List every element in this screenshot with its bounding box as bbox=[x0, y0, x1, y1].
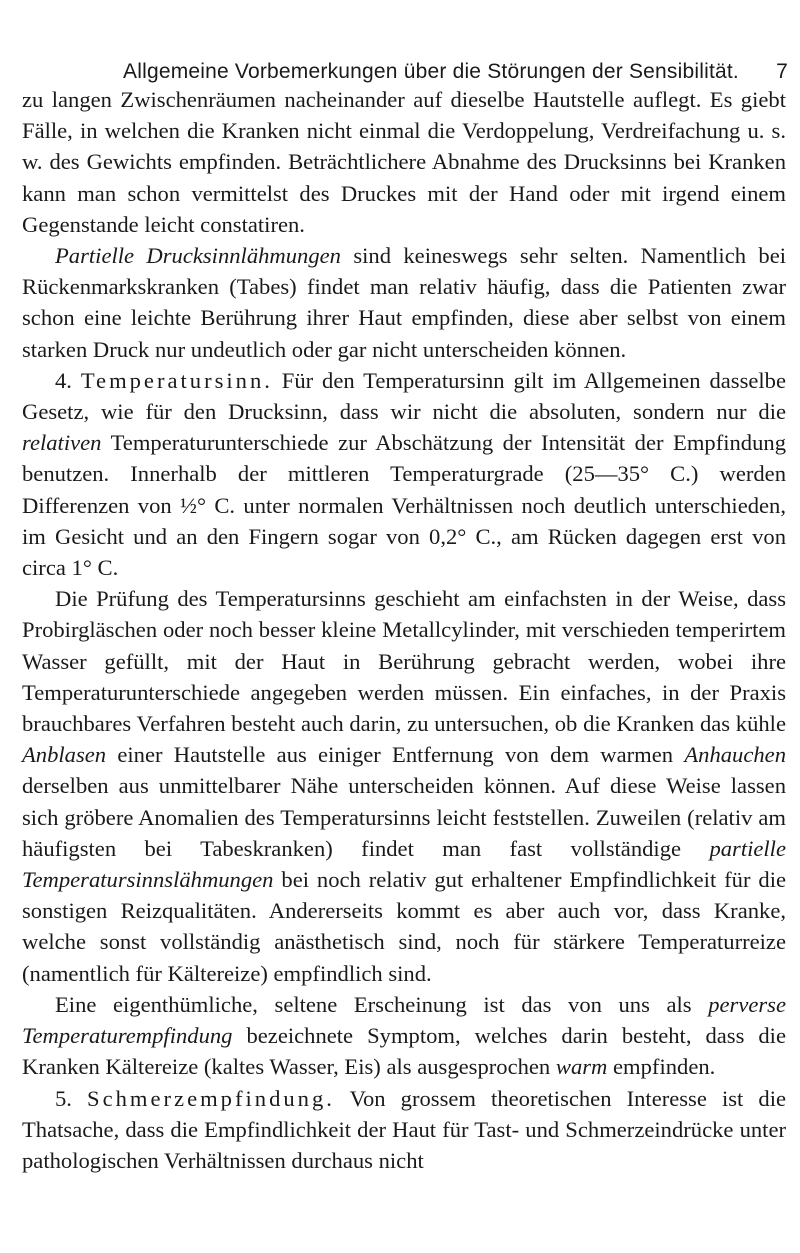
text-segment: bezeichnete Symptom, welches darin besteht, dass die Kranken Kältereize (kaltes Wasser, Eis) als ausgesprochen bbox=[22, 1023, 786, 1080]
paragraph-perverse-sensation bbox=[22, 989, 786, 1083]
italic-term: Anblasen bbox=[22, 742, 107, 768]
section-heading: Temperatursinn. bbox=[80, 367, 273, 393]
text-segment: empfinden. bbox=[607, 1054, 716, 1080]
italic-term: partielle Temperatursinnslähmungen bbox=[22, 835, 786, 893]
text-segment: Die Prüfung des Temperatursinns geschieht am einfachsten in der Weise, dass Probirgläschen oder noch besser kleine Metallcylinder, mit verschieden temperirtem Wasser gefüllt, mit der Haut in Berührung gebracht werden, wobei ihre Temperaturunterschiede angegeben werden müssen. Ein einfaches, in der Praxis brauchbares Verfahren besteht auch darin, zu untersuchen, ob die Kranken das kühle bbox=[22, 586, 786, 737]
text-segment: derselben aus unmittelbarer Nähe unterscheiden können. Auf diese Weise lassen sich gröbere Anomalien des Temperatursinns leicht feststellen. Zuweilen (relativ am häufigsten bei Tabeskranken) findet man fast vollständige bbox=[22, 773, 786, 861]
text-segment: bei noch relativ gut erhaltener Empfindlichkeit für die sonstigen Reizqualitäten. Andererseits kommt es aber auch vor, dass Kranke, welche sonst vollständig anästhetisch sind, noch für stärkere Temperaturreize (namentlich für Kältereize) empfindlich sind. bbox=[22, 867, 786, 986]
text-segment: Eine eigenthümliche, seltene Erscheinung ist das von uns als bbox=[55, 991, 709, 1017]
text-segment: einer Hautstelle aus einiger Entfernung von dem warmen bbox=[106, 742, 685, 768]
italic-term: Anhauchen bbox=[684, 742, 786, 768]
section-heading: Schmerzempfindung. bbox=[87, 1085, 335, 1111]
text-segment: sind keineswegs sehr selten. Namentlich bei Rückenmarkskranken (Tabes) findet man relativ häufig, dass die Patienten zwar schon eine leichte Berührung ihrer Haut empfinden, diese aber selbst von einem starken Druck nur undeutlich oder gar nicht unterscheiden können. bbox=[22, 243, 787, 362]
body-text bbox=[22, 84, 786, 1176]
italic-term: Partielle Drucksinnlähmungen bbox=[55, 243, 341, 269]
text-segment: Von grossem theoretischen Interesse ist die Thatsache, dass die Empfindlichkeit der Haut für Tast- und Schmerzeindrücke unter pathologischen Verhältnissen durchaus nicht bbox=[22, 1085, 786, 1173]
text-segment: Für den Temperatursinn gilt im Allgemeinen dasselbe Gesetz, wie für den Drucksinn, dass wir nicht die absoluten, sondern nur die bbox=[22, 367, 787, 425]
paragraph-temperature-sense bbox=[22, 365, 786, 583]
page-number: 7 bbox=[776, 60, 788, 83]
italic-term: warm bbox=[555, 1054, 608, 1080]
text-segment: Temperaturunterschiede zur Abschätzung der Intensität der Empfindung benutzen. Innerhalb der mittleren Temperaturgrade (25—35° C.) werden Differenzen von ½° C. unter normalen Verhältnissen noch deutlich unterschieden, im Gesicht und an den Fingern sogar von 0,2° C., am Rücken dagegen erst von circa 1° C. bbox=[22, 430, 786, 581]
paragraph-continuation bbox=[22, 84, 786, 240]
paragraph-temperature-testing bbox=[22, 583, 786, 989]
italic-term: perverse Temperaturempfindung bbox=[22, 991, 786, 1049]
book-page bbox=[22, 0, 788, 1253]
italic-term: relativen bbox=[22, 430, 102, 456]
section-number: 4. bbox=[55, 367, 81, 393]
paragraph-partial-pressure-paralysis bbox=[22, 240, 786, 365]
text-segment: zu langen Zwischenräumen nacheinander auf dieselbe Hautstelle auflegt. Es giebt Fälle, in welchen die Kranken nicht einmal die Verdoppelung, Verdreifachung u. s. w. des Gewichts empfinden. Beträchtlichere Abnahme des Drucksinns bei Kranken kann man schon vermittelst des Druckes mit der Hand oder mit irgend einem Gegenstande leicht constatiren. bbox=[22, 87, 786, 237]
running-head bbox=[22, 0, 788, 83]
section-number: 5. bbox=[55, 1085, 88, 1111]
paragraph-pain-sensation bbox=[22, 1083, 786, 1177]
running-title: Allgemeine Vorbemerkungen über die Störungen der Sensibilität. bbox=[123, 60, 739, 83]
